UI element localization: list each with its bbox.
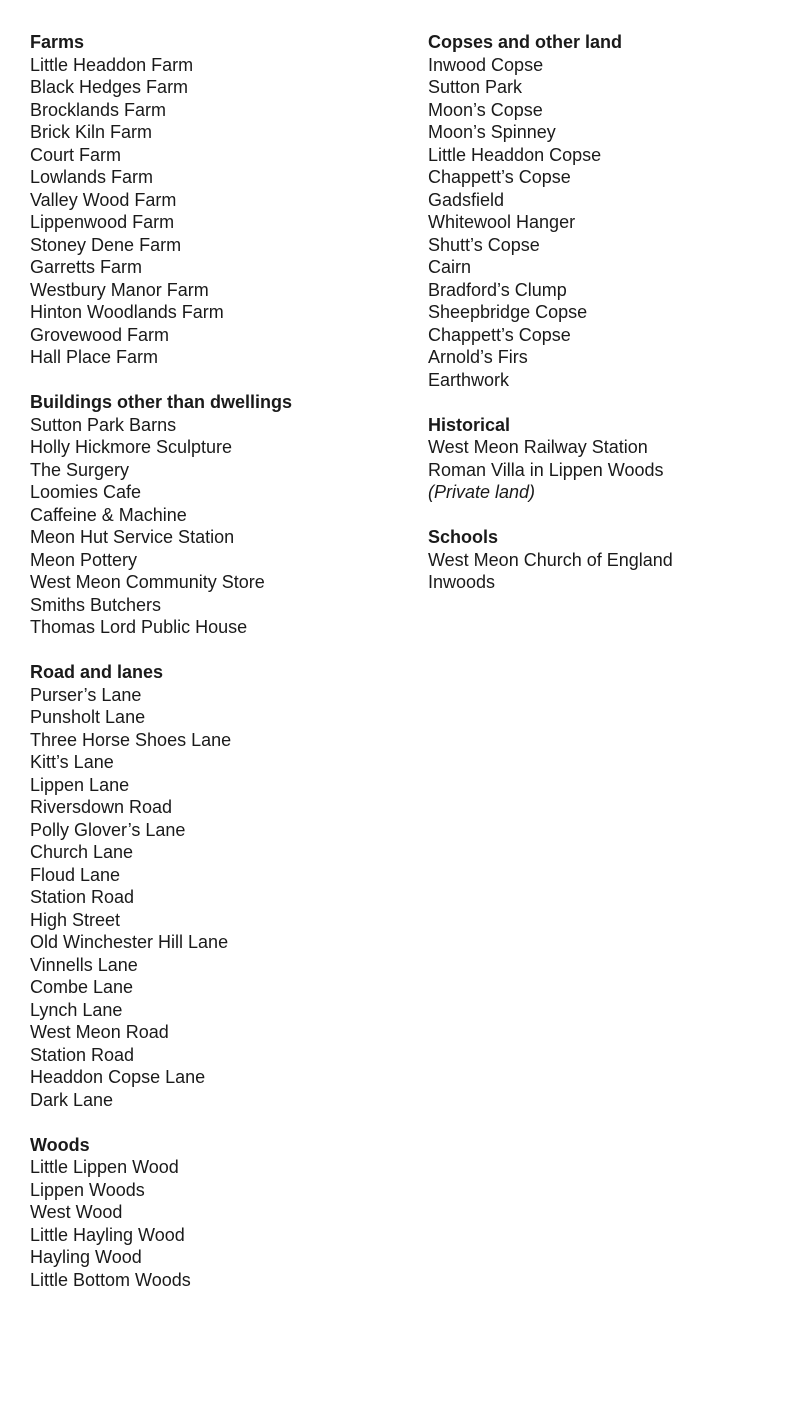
list-item: Riversdown Road: [30, 797, 173, 817]
list-item: Punsholt Lane: [30, 707, 146, 727]
list-item: Meon Hut Service Station: [30, 527, 235, 547]
list-item: Grovewood Farm: [30, 324, 170, 345]
list-item: Gadsfield: [428, 189, 505, 210]
list-item: West Meon Church of England: [428, 549, 673, 570]
list-item: Three Horse Shoes Lane: [30, 729, 232, 750]
section-heading: Historical: [428, 414, 511, 435]
list-item: Little Headdon Copse: [428, 144, 602, 165]
list-item: Bradford’s Clump: [428, 279, 567, 300]
place-list: [428, 436, 768, 504]
list-item: Hinton Woodlands Farm: [30, 302, 224, 322]
list-item: Arnold’s Firs: [428, 347, 528, 367]
section-historical: [428, 414, 768, 504]
list-item: Station Road: [30, 887, 135, 907]
list-item: Holly Hickmore Sculpture: [30, 437, 233, 457]
list-item: Sutton Park: [428, 77, 523, 97]
list-item: Shutt’s Copse: [428, 234, 540, 255]
list-item: Kitt’s Lane: [30, 752, 114, 772]
place-list: [30, 414, 400, 639]
list-item: Stoney Dene Farm: [30, 234, 182, 255]
section-farms: [30, 31, 400, 369]
list-note: (Private land): [428, 482, 536, 502]
list-item: Chappett’s Copse: [428, 167, 571, 187]
list-item: Dark Lane: [30, 1089, 114, 1110]
list-item: West Meon Railway Station: [428, 437, 648, 457]
list-item: Station Road: [30, 1044, 135, 1065]
list-item: Polly Glover’s Lane: [30, 819, 186, 840]
list-item: Old Winchester Hill Lane: [30, 932, 229, 952]
section-heading: Woods: [30, 1134, 90, 1155]
list-item: Cairn: [428, 257, 472, 277]
list-item: Sheepbridge Copse: [428, 302, 588, 322]
list-item: West Meon Road: [30, 1022, 169, 1042]
list-item: Little Lippen Wood: [30, 1157, 179, 1177]
place-list: [30, 1156, 400, 1291]
list-item: Inwoods: [428, 572, 496, 592]
list-item: Earthwork: [428, 369, 510, 390]
section-heading: Road and lanes: [30, 662, 164, 682]
list-item: Chappett’s Copse: [428, 324, 571, 345]
place-list: [30, 684, 400, 1112]
section-buildings-other-than-dwellings: [30, 391, 400, 639]
list-item: Lippen Lane: [30, 774, 130, 795]
list-item: Loomies Cafe: [30, 482, 142, 502]
list-item: Roman Villa in Lippen Woods: [428, 459, 664, 480]
left-column: [30, 31, 400, 1314]
list-item: Garretts Farm: [30, 257, 143, 277]
right-column: [428, 31, 768, 616]
list-item: The Surgery: [30, 459, 130, 480]
list-item: Lynch Lane: [30, 999, 123, 1020]
list-item: Valley Wood Farm: [30, 189, 177, 210]
section-heading: Schools: [428, 527, 499, 547]
list-item: Church Lane: [30, 842, 134, 862]
list-item: Little Hayling Wood: [30, 1224, 185, 1245]
list-item: Lowlands Farm: [30, 167, 154, 187]
list-item: Vinnells Lane: [30, 954, 138, 975]
list-item: Caffeine & Machine: [30, 504, 187, 525]
section-schools: [428, 526, 768, 594]
list-item: Brick Kiln Farm: [30, 122, 153, 142]
list-item: Westbury Manor Farm: [30, 279, 209, 300]
list-item: Smiths Butchers: [30, 594, 162, 615]
section-heading: Buildings other than dwellings: [30, 392, 293, 412]
list-item: West Meon Community Store: [30, 572, 265, 592]
list-item: Black Hedges Farm: [30, 77, 189, 97]
list-item: Thomas Lord Public House: [30, 617, 248, 637]
list-item: Lippen Woods: [30, 1179, 145, 1200]
list-item: Hayling Wood: [30, 1247, 142, 1267]
list-item: Combe Lane: [30, 977, 134, 997]
list-item: Whitewool Hanger: [428, 212, 576, 232]
list-item: Little Bottom Woods: [30, 1269, 191, 1290]
list-item: West Wood: [30, 1202, 123, 1222]
section-road-and-lanes: [30, 661, 400, 1111]
section-copses-and-other-land: [428, 31, 768, 391]
list-item: Sutton Park Barns: [30, 414, 177, 435]
list-item: Court Farm: [30, 144, 122, 165]
list-item: Moon’s Copse: [428, 99, 543, 120]
list-item: Floud Lane: [30, 864, 121, 885]
list-item: Little Headdon Farm: [30, 54, 194, 75]
section-heading: Farms: [30, 32, 85, 52]
section-heading: Copses and other land: [428, 32, 623, 52]
list-item: Hall Place Farm: [30, 347, 159, 367]
list-item: Moon’s Spinney: [428, 122, 556, 142]
list-item: Meon Pottery: [30, 549, 138, 570]
place-list: [428, 549, 768, 594]
list-item: High Street: [30, 909, 121, 930]
list-item: Headdon Copse Lane: [30, 1067, 206, 1087]
list-item: Lippenwood Farm: [30, 212, 175, 232]
place-list: [30, 54, 400, 369]
place-list: [428, 54, 768, 392]
list-item: Inwood Copse: [428, 54, 544, 75]
section-woods: [30, 1134, 400, 1292]
list-item: Brocklands Farm: [30, 99, 167, 120]
list-item: Purser’s Lane: [30, 684, 142, 705]
